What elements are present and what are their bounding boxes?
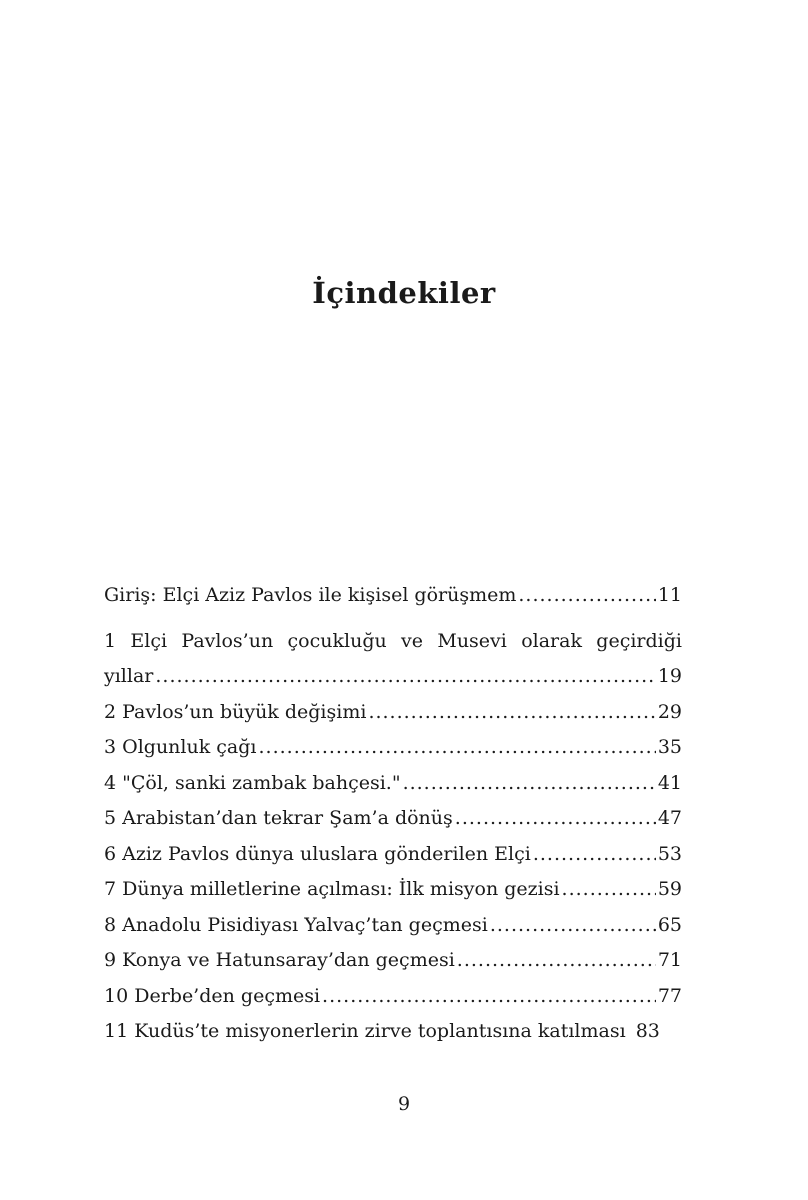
toc-entry-label: 5 Arabistan’dan tekrar Şam’a dönüş	[104, 807, 453, 829]
toc-entry-label: 9 Konya ve Hatunsaray’dan geçmesi	[104, 949, 455, 971]
dot-leader	[403, 766, 656, 802]
toc-entry-label: 4 "Çöl, sanki zambak bahçesi."	[104, 771, 401, 794]
toc-entry-page: 19	[657, 665, 682, 687]
toc-entry-page: 29	[657, 700, 682, 723]
toc-entry-chapter-6	[104, 837, 682, 873]
toc-entry-page: 41	[657, 771, 682, 794]
dot-leader	[155, 659, 655, 695]
page-number: 9	[397, 1093, 411, 1115]
dot-leader	[518, 578, 655, 614]
dot-leader	[490, 908, 656, 944]
toc-entry-label-line-2: yıllar	[104, 665, 154, 687]
dot-leader	[533, 837, 656, 873]
toc-entry-chapter-3	[104, 730, 682, 766]
dot-leader	[368, 695, 655, 731]
toc-entry-label: 7 Dünya milletlerine açılması: İlk misyon gezisi	[104, 878, 560, 900]
toc-entry-label: 6 Aziz Pavlos dünya uluslara gönderilen Elçi	[104, 842, 531, 865]
toc-entry-label: 10 Derbe’den geçmesi	[104, 984, 321, 1007]
toc-entry-label: 3 Olgunluk çağı	[104, 736, 257, 758]
toc-entry-label: 8 Anadolu Pisidiyası Yalvaç’tan geçmesi	[104, 913, 488, 936]
toc-entry-chapter-5	[104, 801, 682, 837]
dot-leader	[322, 979, 656, 1015]
toc-entry-chapter-1-line-2	[104, 659, 682, 695]
toc-entry-page: 11	[657, 584, 682, 606]
toc-entry-label-line-1: 1 Elçi Pavlos’un çocukluğu ve Musevi olarak geçirdiği	[104, 629, 682, 652]
toc-entry-label: 2 Pavlos’un büyük değişimi	[104, 700, 367, 723]
toc-entry-chapter-8	[104, 908, 682, 944]
toc-entry-page: 47	[657, 807, 682, 829]
toc-entry-label: Giriş: Elçi Aziz Pavlos ile kişisel görüşmem	[104, 584, 517, 606]
toc-entry-chapter-9	[104, 943, 682, 979]
toc-entry-chapter-2	[104, 695, 682, 731]
toc-entry-chapter-7	[104, 872, 682, 908]
dot-leader	[259, 730, 656, 766]
dot-leader	[457, 943, 656, 979]
toc-entry-page: 83	[635, 1020, 660, 1042]
toc-entry-intro	[104, 578, 682, 614]
toc-entry-page: 59	[657, 878, 682, 900]
dot-leader	[455, 801, 656, 837]
dot-leader	[562, 872, 656, 908]
toc-entry-chapter-4	[104, 766, 682, 802]
toc-entry-page: 53	[657, 842, 682, 865]
page-title: İçindekiler	[312, 276, 496, 310]
toc-entry-page: 65	[657, 913, 682, 936]
toc-entry-chapter-11	[104, 1014, 682, 1050]
table-of-contents	[104, 578, 682, 1050]
toc-entry-page: 77	[657, 984, 682, 1007]
toc-entry-chapter-1	[104, 624, 682, 695]
toc-entry-label: 11 Kudüs’te misyonerlerin zirve toplantısına katılması	[104, 1020, 626, 1042]
toc-entry-page: 35	[657, 736, 682, 758]
toc-entry-chapter-10	[104, 979, 682, 1015]
toc-entry-page: 71	[657, 949, 682, 971]
